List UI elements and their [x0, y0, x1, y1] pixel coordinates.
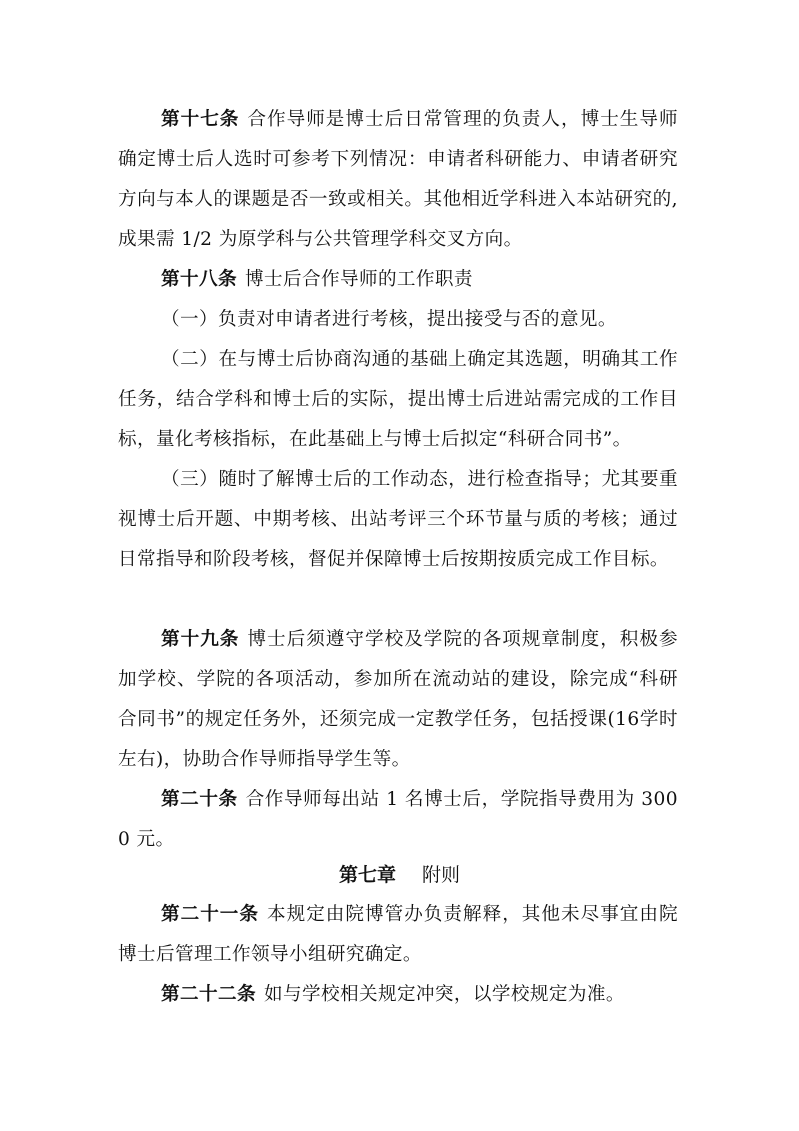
article-18-item-1: （一）负责对申请者进行考核，提出接受与否的意见。: [161, 309, 617, 330]
article-18-heading: 第十八条: [161, 269, 237, 290]
article-18: [118, 260, 678, 300]
article-20-heading: 第二十条: [161, 789, 238, 810]
article-22: [118, 975, 678, 1015]
chapter-heading: [0, 855, 799, 895]
article-22-heading: 第二十二条: [161, 984, 256, 1005]
chapter-title: 附则: [422, 864, 461, 886]
article-22-text: 如与学校相关规定冲突，以学校规定为准。: [263, 984, 625, 1005]
article-19-text: 博士后须遵守学校及学院的各项规章制度，积极参加学校、学院的各项活动，参加所在流动站的建设，除完成“科研合同书”的规定任务外，还须完成一定教学任务，包括授课(16学时左右)，协助合作导师指导学生等。: [118, 629, 678, 770]
article-20: [118, 780, 678, 860]
article-17-heading: 第十七条: [161, 109, 240, 130]
article-19-heading: 第十九条: [161, 629, 240, 650]
article-17-text: 合作导师是博士后日常管理的负责人，博士生导师确定博士后人选时可参考下列情况：申请者科研能力、申请者研究方向与本人的课题是否一致或相关。其他相近学科进入本站研究的,成果需 1/2 为原学科与公共管理学科交叉方向。: [118, 109, 678, 250]
article-18-item-2: （二）在与博士后协商沟通的基础上确定其选题，明确其工作任务，结合学科和博士后的实际，提出博士后进站需完成的工作目标，量化考核指标，在此基础上与博士后拟定“科研合同书”。: [118, 349, 678, 450]
article-21-text: 本规定由院博管办负责解释，其他未尽事宜由院博士后管理工作领导小组研究确定。: [118, 904, 678, 965]
article-18-text: 博士后合作导师的工作职责: [244, 269, 473, 290]
article-17: [118, 100, 678, 260]
article-18-item-3: （三）随时了解博士后的工作动态，进行检查指导；尤其要重视博士后开题、中期考核、出站考评三个环节量与质的考核；通过日常指导和阶段考核，督促并保障博士后按期按质完成工作目标。: [118, 469, 678, 570]
article-21: [118, 895, 678, 975]
article-21-heading: 第二十一条: [161, 904, 259, 925]
article-19: [118, 620, 678, 780]
chapter-number: 第七章: [338, 864, 396, 886]
article-20-text: 合作导师每出站 1 名博士后，学院指导费用为 3000 元。: [118, 789, 678, 850]
